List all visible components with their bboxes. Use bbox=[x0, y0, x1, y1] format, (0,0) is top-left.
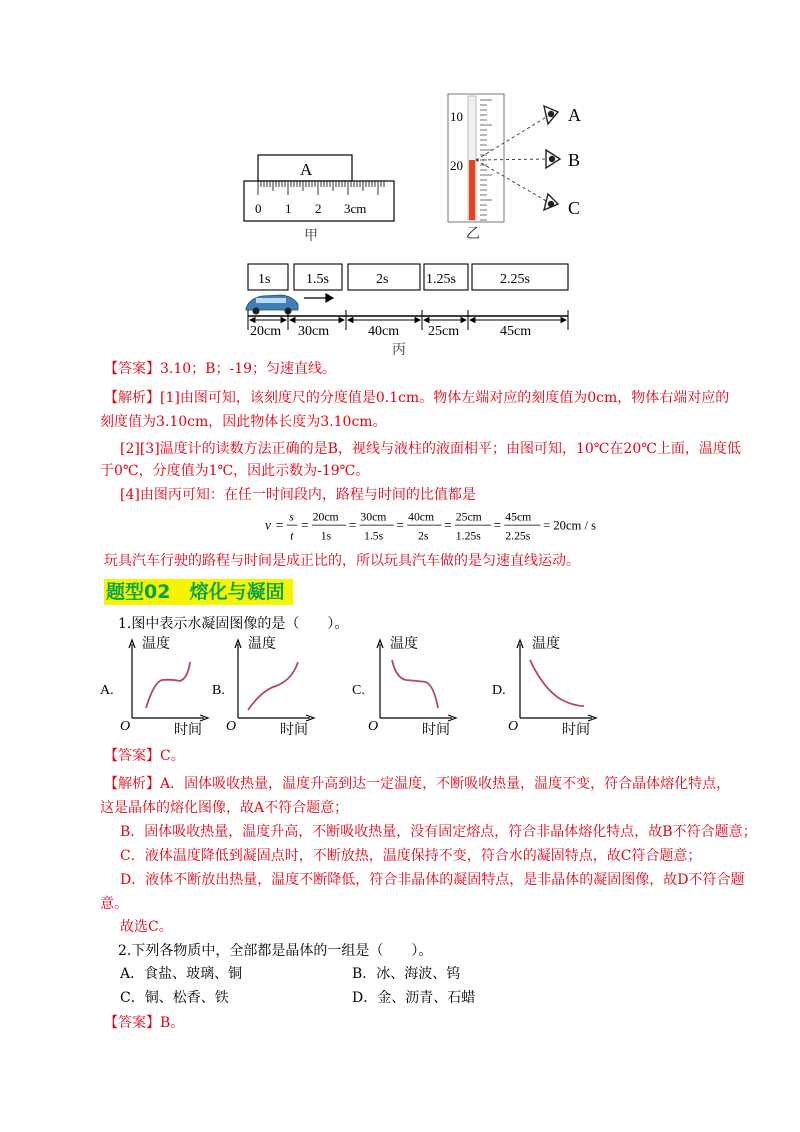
eye-b-icon bbox=[546, 150, 560, 168]
q2-answer: 【答案】B。 bbox=[104, 1015, 185, 1031]
time-box-1: 1s bbox=[258, 272, 271, 287]
analysis-line-1: 【解析】[1]由图可知，该刻度尺的分度值是0.1cm。物体左端对应的刻度值为0cm，物体右端对应的 bbox=[104, 390, 730, 406]
liquid-column bbox=[469, 160, 475, 220]
analysis-line-4: 于0℃，分度值为1℃，因此示数为-19℃。 bbox=[100, 463, 370, 479]
q2-stem: 2.下列各物质中，全部都是晶体的一组是（ ）。 bbox=[118, 943, 433, 959]
svg-text:时间: 时间 bbox=[174, 723, 202, 738]
svg-text:=: = bbox=[444, 517, 452, 533]
svg-text:=: = bbox=[275, 517, 284, 533]
motion-caption: 丙 bbox=[392, 343, 406, 358]
svg-text:25cm: 25cm bbox=[455, 510, 482, 524]
q2-option-b: B．冰、海波、钨 bbox=[352, 966, 461, 982]
svg-text:D.: D. bbox=[492, 683, 506, 698]
svg-text:s: s bbox=[289, 510, 294, 524]
q1-stem: 1.图中表示水凝固图像的是（ ）。 bbox=[118, 616, 349, 632]
q1-graphs bbox=[100, 632, 620, 740]
eye-c-icon bbox=[544, 194, 558, 210]
svg-text:B.: B. bbox=[212, 683, 225, 698]
svg-text:时间: 时间 bbox=[280, 723, 308, 738]
eye-c-label: C bbox=[568, 198, 581, 218]
q1-analysis-a1: 【解析】A．固体吸收热量，温度升高到达一定温度，不断吸收热量，温度不变，符合晶体熔化特点， bbox=[104, 776, 731, 792]
svg-text:2.25s: 2.25s bbox=[505, 529, 531, 543]
analysis-line-5: [4]由图丙可知：在任一时间段内，路程与时间的比值都是 bbox=[120, 487, 476, 503]
svg-text:30cm: 30cm bbox=[360, 510, 387, 524]
graph-a bbox=[100, 635, 208, 738]
svg-text:=: = bbox=[493, 517, 502, 533]
svg-text:=: = bbox=[301, 517, 309, 533]
q2-option-a: A．食盐、玻璃、铜 bbox=[120, 966, 243, 982]
motion-figure bbox=[242, 258, 582, 358]
analysis-line-3: [2][3]温度计的读数方法正确的是B，视线与液柱的液面相平；由图可知，10℃在20℃上面，温度低 bbox=[120, 441, 741, 457]
distance-5: 45cm bbox=[500, 324, 532, 339]
svg-text:40cm: 40cm bbox=[408, 510, 435, 524]
graph-b bbox=[212, 635, 314, 738]
ruler-tick-0: 0 bbox=[255, 201, 262, 216]
answer-line-0 bbox=[104, 359, 336, 379]
svg-text:= 20cm / s: = 20cm / s bbox=[543, 518, 597, 533]
ruler-caption: 甲 bbox=[304, 229, 318, 244]
distance-1: 20cm bbox=[250, 324, 282, 339]
ruler-tick-3: 3cm bbox=[344, 201, 367, 216]
q2-option-d: D．金、沥青、石蜡 bbox=[352, 990, 476, 1006]
thermometer-caption: 乙 bbox=[466, 227, 480, 242]
eye-a-icon bbox=[544, 106, 558, 124]
svg-text:1.25s: 1.25s bbox=[455, 529, 481, 543]
svg-text:v: v bbox=[265, 517, 271, 533]
svg-text:O: O bbox=[226, 719, 237, 734]
ruler-tick-2: 2 bbox=[315, 201, 322, 216]
time-box-4: 1.25s bbox=[426, 272, 456, 287]
svg-text:45cm: 45cm bbox=[505, 510, 532, 524]
svg-text:温度: 温度 bbox=[248, 637, 276, 652]
time-box-3: 2s bbox=[376, 272, 389, 287]
svg-text:1.5s: 1.5s bbox=[364, 529, 384, 543]
conclusion-line: 玩具汽车行驶的路程与时间是成正比的，所以玩具汽车做的是匀速直线运动。 bbox=[104, 553, 580, 569]
thermometer-scale-10: 10 bbox=[450, 109, 463, 124]
thermometer-scale-20: 20 bbox=[450, 158, 463, 173]
q1-analysis-b: B．固体吸收热量，温度升高，不断吸收热量，没有固定熔点，符合非晶体熔化特点，故B不符合题意； bbox=[120, 824, 757, 840]
svg-text:C.: C. bbox=[352, 683, 365, 698]
svg-text:温度: 温度 bbox=[390, 637, 418, 652]
time-box-2: 1.5s bbox=[306, 272, 329, 287]
answer-text: 3.10；B；-19；匀速直线。 bbox=[160, 361, 337, 377]
svg-text:1s: 1s bbox=[320, 529, 332, 543]
distance-3: 40cm bbox=[368, 324, 400, 339]
ruler-figure bbox=[240, 150, 400, 245]
svg-text:温度: 温度 bbox=[532, 637, 560, 652]
block-a-label: A bbox=[300, 160, 313, 179]
svg-text:=: = bbox=[396, 517, 405, 533]
graph-d bbox=[492, 635, 596, 738]
svg-text:温度: 温度 bbox=[142, 637, 170, 652]
distance-2: 30cm bbox=[298, 324, 330, 339]
time-box-5: 2.25s bbox=[500, 272, 530, 287]
ruler-tick-1: 1 bbox=[285, 201, 292, 216]
section-heading: 题型02 熔化与凝固 bbox=[104, 579, 293, 605]
svg-text:A.: A. bbox=[100, 683, 114, 698]
svg-text:t: t bbox=[290, 529, 294, 543]
svg-text:O: O bbox=[120, 719, 131, 734]
q1-answer: 【答案】C。 bbox=[104, 748, 185, 764]
svg-text:=: = bbox=[348, 517, 357, 533]
eye-b-label: B bbox=[568, 150, 581, 170]
svg-text:O: O bbox=[368, 719, 379, 734]
toy-car-icon bbox=[246, 295, 298, 315]
distance-4: 25cm bbox=[428, 324, 460, 339]
analysis-line-2: 刻度值为3.10cm，因此物体长度为3.10cm。 bbox=[100, 414, 387, 430]
analysis-tag: 【解析】 bbox=[104, 390, 160, 406]
q2-option-c: C．铜、松香、铁 bbox=[120, 990, 229, 1006]
direction-arrow-icon bbox=[304, 294, 333, 302]
q1-analysis-d1: D．液体不断放出热量，温度不断降低，符合非晶体的凝固特点，是非晶体的凝固图像，故D不符合题 bbox=[120, 872, 745, 888]
svg-text:20cm: 20cm bbox=[312, 510, 339, 524]
svg-text:时间: 时间 bbox=[422, 723, 450, 738]
eye-a-label: A bbox=[568, 105, 581, 125]
svg-text:时间: 时间 bbox=[562, 723, 590, 738]
q1-analysis-a2: 这是晶体的熔化图像，故A不符合题意； bbox=[100, 800, 349, 816]
q1-analysis-d2: 意。 bbox=[100, 896, 128, 912]
q1-choose: 故选C。 bbox=[120, 919, 173, 935]
thermometer-figure bbox=[440, 92, 600, 242]
answer-tag: 【答案】 bbox=[104, 361, 160, 377]
svg-text:O: O bbox=[508, 719, 519, 734]
svg-text:2s: 2s bbox=[418, 529, 429, 543]
velocity-formula bbox=[247, 508, 607, 544]
graph-c bbox=[352, 635, 456, 738]
q1-analysis-c: C．液体温度降低到凝固点时，不断放热，温度保持不变，符合水的凝固特点，故C符合题意； bbox=[120, 848, 702, 864]
